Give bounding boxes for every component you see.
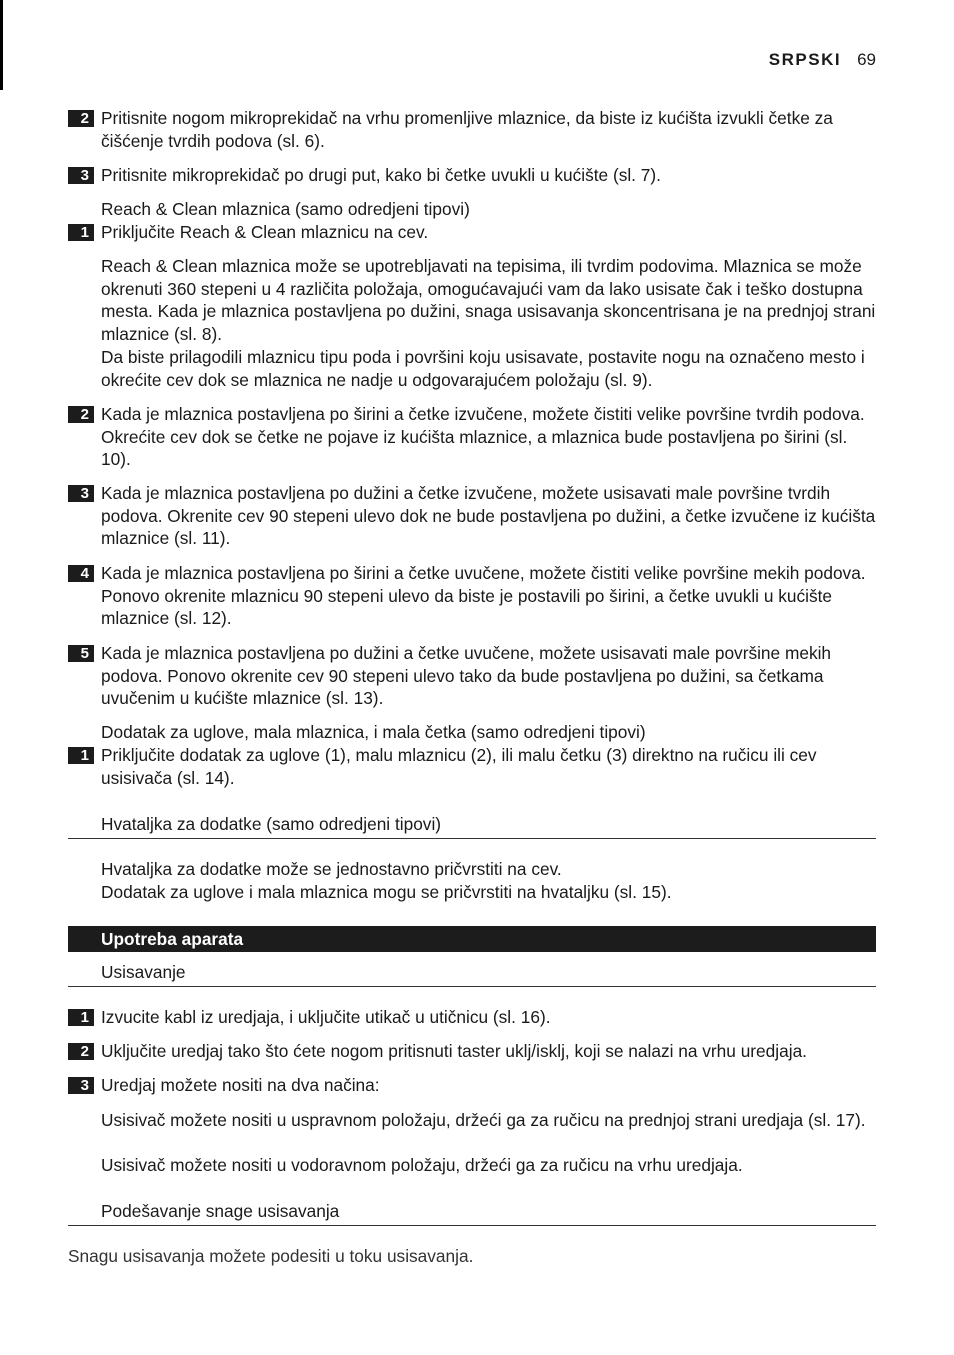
step-item — [68, 403, 876, 471]
step-number: 2 — [68, 110, 94, 127]
step-item — [68, 744, 876, 789]
subsection-title: Usisavanje — [101, 962, 186, 982]
subsection-heading — [68, 961, 876, 987]
section-title: Upotreba aparata — [101, 929, 244, 949]
step-item — [68, 1074, 876, 1097]
step-item — [68, 562, 876, 630]
step-number: 3 — [68, 485, 94, 502]
step-number: 4 — [68, 565, 94, 582]
step-item — [68, 107, 876, 152]
paragraph: Usisivač možete nositi u vodoravnom položaju, držeći ga za ručicu na vrhu uredjaja. — [101, 1155, 743, 1175]
step-item — [68, 1006, 876, 1029]
page-edge-marker — [0, 0, 3, 90]
step-item — [68, 642, 876, 710]
step-number: 1 — [68, 224, 94, 241]
section-title-bar — [68, 926, 876, 952]
subsection-heading — [68, 1200, 876, 1226]
step-item — [68, 221, 876, 244]
paragraph: Snagu usisavanja možete podesiti u toku usisavanja. — [68, 1246, 474, 1266]
step-number: 3 — [68, 1077, 94, 1094]
step-item — [68, 164, 876, 187]
step-number: 1 — [68, 1009, 94, 1026]
subsection-title: Podešavanje snage usisavanja — [101, 1201, 340, 1221]
step-number: 5 — [68, 645, 94, 662]
subsection-title: Hvataljka za dodatke (samo odredjeni tipovi) — [101, 814, 442, 834]
paragraph: Usisivač možete nositi u uspravnom položaju, držeći ga za ručicu na prednjoj strani uredjaja (sl. 17). — [101, 1110, 866, 1130]
paragraph: Dodatak za uglove i mala mlaznica mogu se pričvrstiti na hvataljku (sl. 15). — [101, 882, 672, 902]
step-number: 2 — [68, 406, 94, 423]
step-text: Uredjaj možete nositi na dva načina: — [101, 1075, 380, 1095]
subsection-title: Dodatak za uglove, mala mlaznica, i mala četka (samo odredjeni tipovi) — [101, 722, 646, 742]
step-text: Kada je mlaznica postavljena po širini a četke uvučene, možete čistiti velike površine mekih podova. Ponovo okrenite mlaznicu 90 stepeni ulevo da biste je postavili po širini, a četke uvukli u kućište mlaznice (sl. 12). — [101, 563, 866, 629]
step-number: 2 — [68, 1043, 94, 1060]
step-text: Izvucite kabl iz uredjaja, i uključite utikač u utičnicu (sl. 16). — [101, 1007, 551, 1027]
paragraph: Da biste prilagodili mlaznicu tipu poda i površini koju usisavate, postavite nogu na označeno mesto i okrećite cev dok se mlaznica ne nadje u odgovarajućem položaju (sl. 9). — [101, 347, 865, 390]
paragraph: Hvataljka za dodatke može se jednostavno pričvrstiti na cev. — [101, 859, 562, 879]
step-item — [68, 1040, 876, 1063]
paragraph: Reach & Clean mlaznica može se upotrebljavati na tepisima, ili tvrdim podovima. Mlaznica se može okrenuti 360 stepeni u 4 različita položaja, omogućavajući vam da lako usisate čak i teško dostupna mesta. Kada je mlaznica postavljena po dužini, snaga usisavanja skoncentrisana je na prednjoj strani mlaznice (sl. 8). — [101, 256, 876, 345]
step-text: Kada je mlaznica postavljena po širini a četke izvučene, možete čistiti velike površine tvrdih podova. Okrećite cev dok se četke ne pojave iz kućišta mlaznice, a mlaznica bude postavljena po širini (sl. 10). — [101, 404, 865, 470]
step-text: Priključite dodatak za uglove (1), malu mlaznicu (2), ili malu četku (3) direktno na ručicu ili cev usisivača (sl. 14). — [101, 745, 817, 788]
step-text: Pritisnite mikroprekidač po drugi put, kako bi četke uvukli u kućište (sl. 7). — [101, 165, 661, 185]
step-text: Kada je mlaznica postavljena po dužini a četke uvučene, možete usisavati male površine mekih podova. Ponovo okrenite cev 90 stepeni ulevo tako da bude postavljena po dužini, sa četkama uvučenim u kućište mlaznice (sl. 13). — [101, 643, 832, 709]
step-item — [68, 482, 876, 550]
page-number: 69 — [857, 50, 876, 69]
language-label: SRPSKI — [768, 50, 842, 69]
subsection-heading — [68, 813, 876, 839]
step-text: Uključite uredjaj tako što ćete nogom pritisnuti taster uklj/isklj, koji se nalazi na vrhu uredjaja. — [101, 1041, 807, 1061]
page-header — [769, 48, 876, 72]
step-text: Pritisnite nogom mikroprekidač na vrhu promenljive mlaznice, da biste iz kućišta izvukli četke za čišćenje tvrdih podova (sl. 6). — [101, 108, 833, 151]
step-number: 1 — [68, 747, 94, 764]
subsection-title: Reach & Clean mlaznica (samo odredjeni tipovi) — [101, 199, 470, 219]
step-text: Priključite Reach & Clean mlaznicu na cev. — [101, 222, 429, 242]
step-number: 3 — [68, 167, 94, 184]
step-text: Kada je mlaznica postavljena po dužini a četke izvučene, možete usisavati male površine tvrdih podova. Okrenite cev 90 stepeni ulevo dok ne bude postavljena po dužini, a četke izvučene iz kućišta mlaznice (sl. 11). — [101, 483, 876, 549]
